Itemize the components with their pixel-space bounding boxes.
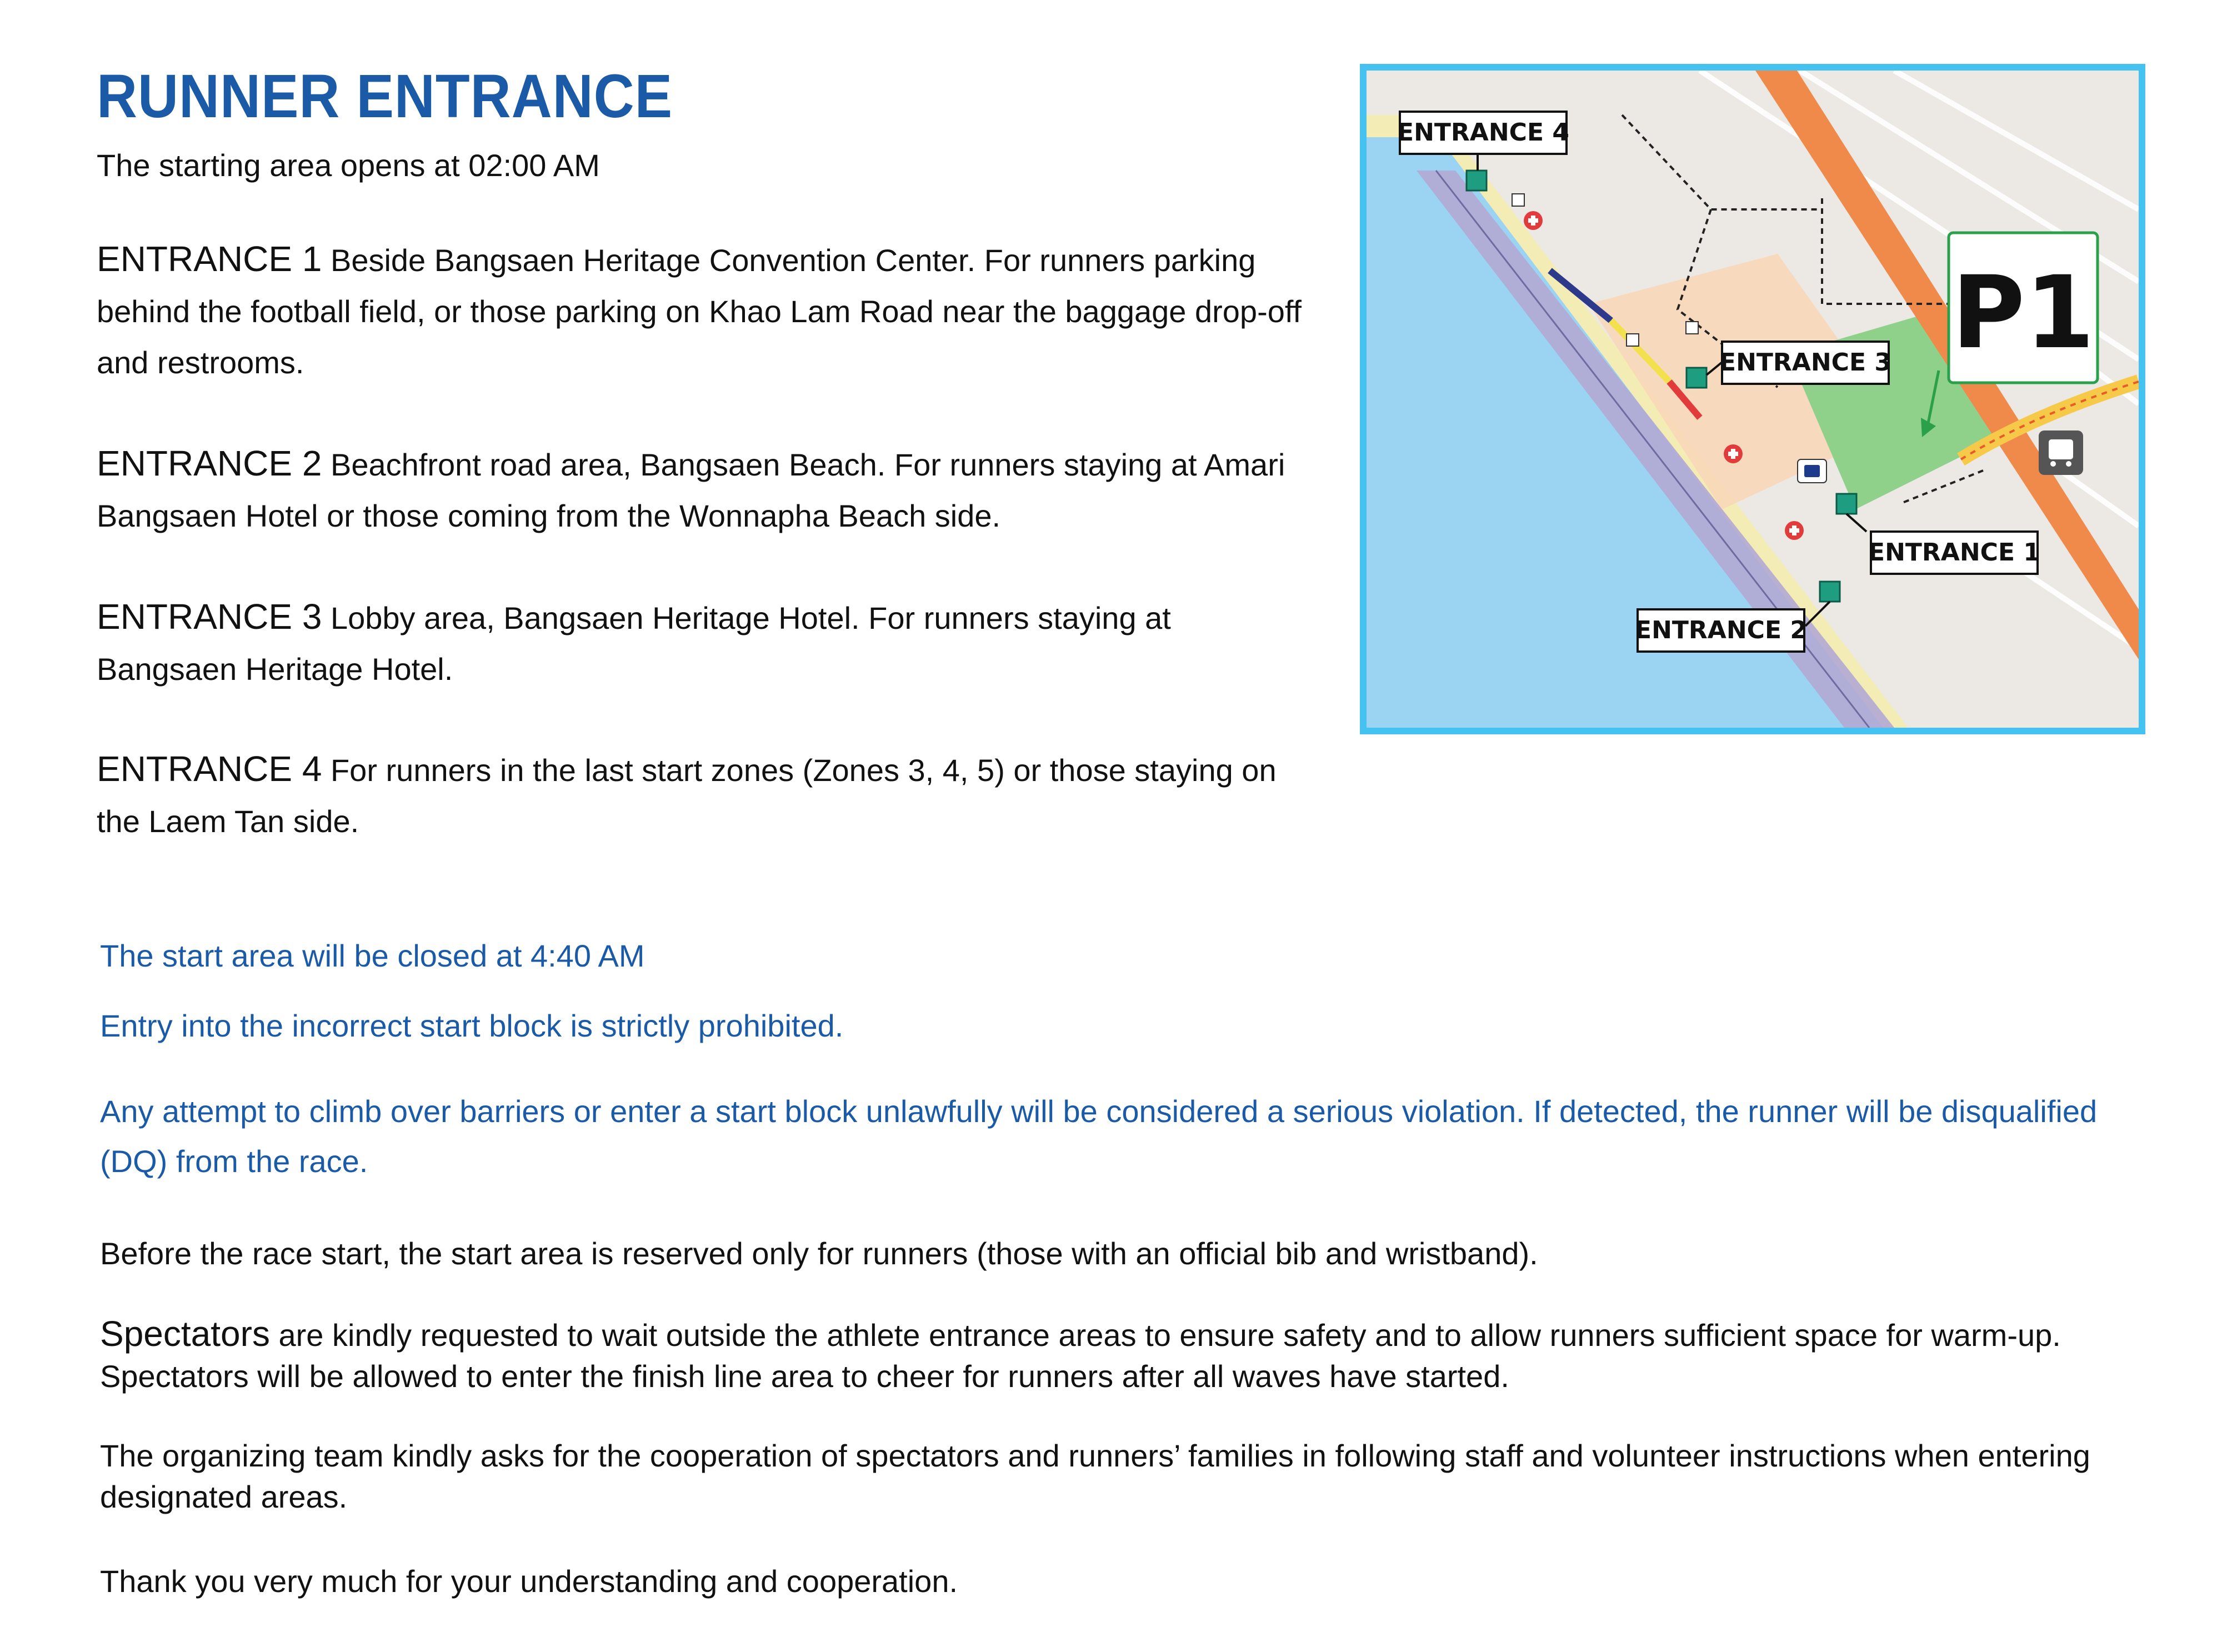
first-aid-icon	[1524, 211, 1543, 230]
page-title: RUNNER ENTRANCE	[97, 62, 673, 131]
notice-closing-time: The start area will be closed at 4:40 AM	[100, 938, 645, 973]
restroom-icon	[1512, 194, 1524, 206]
entrance-3-lead: ENTRANCE 3	[97, 597, 322, 637]
notice-incorrect-block: Entry into the incorrect start block is strictly prohibited.	[100, 1008, 844, 1043]
entrance-4-text: For runners in the last start zones (Zones 3, 4, 5) or those staying on the Laem Tan side.	[97, 753, 1277, 839]
spectators-text: are kindly requested to wait outside the athlete entrance areas to ensure safety and to allow runners sufficient space for warm-up. Spectators will be allowed to enter the finish line area to cheer for runners after all waves have started.	[100, 1318, 2061, 1394]
entrance-4-description	[97, 743, 1308, 847]
first-aid-icon	[1785, 521, 1804, 540]
parking-p1-label: P1	[1951, 255, 2095, 371]
entrance-1-description	[97, 233, 1308, 388]
entrance-marker-icon	[1467, 171, 1487, 191]
map-entrance-4-label: ENTRANCE 4	[1397, 118, 1569, 147]
entrance-3-text: Lobby area, Bangsaen Heritage Hotel. For runners staying at Bangsaen Heritage Hotel.	[97, 600, 1171, 687]
map-entrance-3-label: ENTRANCE 3	[1719, 348, 1891, 377]
spectators-lead: Spectators	[100, 1314, 270, 1354]
map-entrance-2-label: ENTRANCE 2	[1635, 616, 1807, 644]
info-reserved: Before the race start, the start area is reserved only for runners (those with an official bib and wristband).	[100, 1236, 1538, 1271]
entrance-1-lead: ENTRANCE 1	[97, 239, 322, 279]
entrance-2-text: Beachfront road area, Bangsaen Beach. For runners staying at Amari Bangsaen Hotel or those coming from the Wonnapha Beach side.	[97, 447, 1285, 533]
shuttle-bus-icon	[2039, 430, 2083, 475]
entrance-marker-icon	[1836, 494, 1856, 514]
entrance-2-description	[97, 438, 1308, 542]
info-spectators	[100, 1313, 2189, 1397]
restroom-icon	[1627, 334, 1639, 346]
entrance-3-description	[97, 591, 1308, 695]
baggage-icon	[1798, 459, 1826, 483]
notice-disqualification: Any attempt to climb over barriers or enter a start block unlawfully will be considered a serious violation. If detected, the runner will be disqualified (DQ) from the race.	[100, 1094, 2098, 1179]
entrance-1-text: Beside Bangsaen Heritage Convention Center. For runners parking behind the football field, or those parking on Khao Lam Road near the baggage drop-off and restrooms.	[97, 243, 1302, 380]
first-aid-icon	[1724, 444, 1743, 463]
map-entrance-1-label: ENTRANCE 1	[1868, 538, 2040, 567]
info-thanks: Thank you very much for your understanding and cooperation.	[100, 1564, 958, 1599]
entrance-map	[1360, 64, 2145, 734]
entrance-2-lead: ENTRANCE 2	[97, 443, 322, 483]
info-cooperation: The organizing team kindly asks for the cooperation of spectators and runners’ families in following staff and volunteer instructions when entering designated areas.	[100, 1438, 2090, 1514]
entrance-4-lead: ENTRANCE 4	[97, 749, 322, 789]
entrance-marker-icon	[1686, 368, 1706, 388]
restroom-icon	[1686, 322, 1698, 334]
entrance-marker-icon	[1820, 582, 1840, 602]
opening-time: The starting area opens at 02:00 AM	[97, 148, 600, 183]
